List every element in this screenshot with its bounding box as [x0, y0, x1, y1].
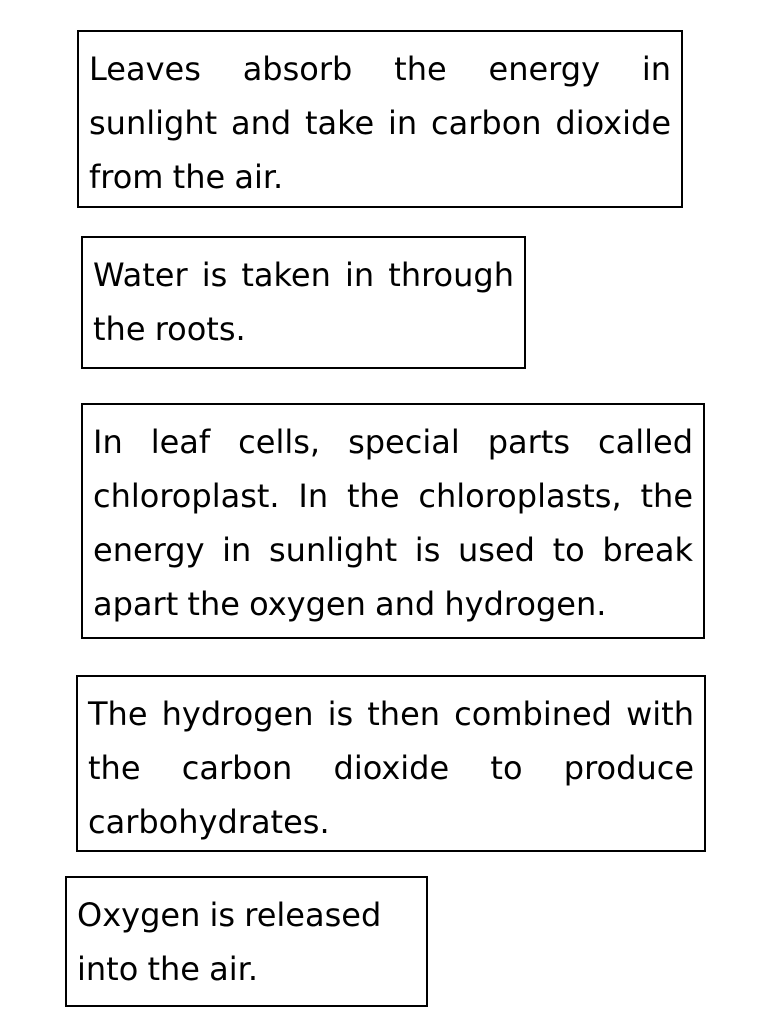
text-card-water	[81, 236, 526, 369]
text-card-hydrogen	[76, 675, 706, 852]
card-text: Oxygen is released into the air.	[77, 896, 382, 988]
text-card-chloroplast	[81, 403, 705, 639]
card-text: The hydrogen is then combined with the carbon dioxide to produce carbohydrates.	[88, 695, 694, 841]
text-card-oxygen	[65, 876, 428, 1007]
card-text: In leaf cells, special parts called chloroplast. In the chloroplasts, the energy in sunlight is used to break apart the oxygen and hydrogen.	[93, 423, 693, 623]
text-card-leaves	[77, 30, 683, 208]
card-text: Leaves absorb the energy in sunlight and take in carbon dioxide from the air.	[89, 50, 671, 196]
card-text: Water is taken in through the roots.	[93, 256, 514, 348]
